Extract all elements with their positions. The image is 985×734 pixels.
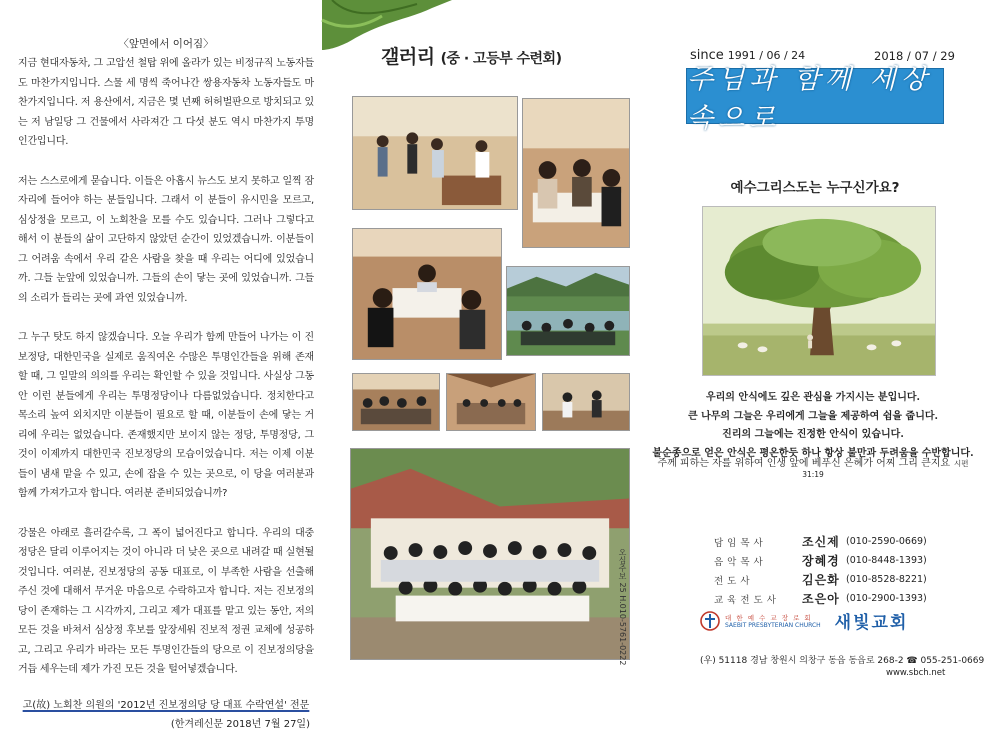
gallery-subtitle: (중 · 고등부 수련회) [440, 51, 562, 67]
gallery-photo-group-sitting [352, 373, 440, 431]
staff-row [714, 551, 927, 570]
church-denomination [725, 613, 821, 629]
issue-date: 2018 / 07 / 29 [874, 49, 955, 63]
gallery-photo-group-outdoor [350, 448, 630, 660]
since-value: 1991 / 06 / 24 [727, 49, 806, 62]
church-identity [700, 608, 908, 633]
gallery-photo-activity [542, 373, 630, 431]
staff-row [714, 570, 927, 589]
staff-phone: (010-2900-1393) [846, 593, 927, 604]
staff-phone: (010-2590-0669) [846, 536, 927, 547]
gallery-title-main: 갤러리 [381, 46, 435, 68]
staff-name: 조은아 [802, 592, 840, 606]
staff-role: 전도사 [714, 575, 754, 587]
article-paragraph-2: 저는 스스로에게 묻습니다. 이들은 아홉시 뉴스도 보지 못하고 일찍 잠자리에 들어야 하는 분들입니다. 그래서 이 분들이 유시민을 모르고, 심상정을 모르고, 이 노회찬을 모를 수도 있습니다. 그러나 그렇다고 해서 이 분들의 삶이 고단하지 않았던 순간이 있었겠습니까. 이분들이 그 어려움 속에서 우리 같은 사람을 찾을 때 우리는 어디에 있었습니까. 그들 눈앞에 있었습니까. 그들의 손이 닿는 곳에 있었습니까. 그들의 소리가 들리는 곳에 과연 있었습니까. [18, 175, 314, 304]
staff-list [714, 532, 927, 608]
tree-illustration [702, 206, 936, 376]
gallery-photo-board-game [352, 228, 502, 360]
article-paragraph-3: 그 누구 탓도 하지 않겠습니다. 오늘 우리가 함께 만들어 나가는 이 진보정당, 대한민국을 실제로 움직여온 수많은 투명인간들을 위해 존재할 때, 그 일말의 의의를 우리는 확인할 수 있을 것입니다. 사실상 그동안 이런 분들에게 우리는 투명정당이나 다름없었습니다. 정치한다고 목소리 높여 외치지만 이분들이 필요로 할 때, 이분들이 손에 닿는 거리에 우리는 없었습니다. 존재했지만 보이지 않는 정당, 투명정당, 그것이 이제까지 대한민국 진보정당의 모습이었습니다. 저는 이제 이분들이 냄새 맡을 수 있고, 손에 잡을 수 있는 곳으로, 이 당을 여러분과 함께 가져가고자 합니다. 여러분 준비되었습니까? [18, 332, 314, 499]
banner-text: 주님과 함께 세상 속으로 [687, 64, 932, 134]
message-line-1: 우리의 안식에도 깊은 관심을 가지시는 분입니다. [705, 392, 921, 403]
staff-row [714, 532, 927, 551]
church-denomination-ko: 대 한 예 수 교 장 로 회 [725, 613, 813, 622]
article-newspaper: (한겨레신문 2018년 7월 27일) [170, 718, 310, 730]
staff-name: 김은화 [802, 573, 840, 587]
article-paragraph-4: 강물은 아래로 흘러갈수록, 그 폭이 넓어진다고 합니다. 우리의 대중 정당은 달리 이루어지는 것이 아니라 더 낮은 곳으로 내려갈 때 실현될 것입니다. 여러분, 진보정당의 공동 대표로, 이 부족한 사람을 선출해주신 것에 대해서 무거운 마음으로 수락하고자 합니다. 저는 진보정의당이 존재하는 그 시각까지, 그리고 제가 대표를 맡고 있는 동안, 저의 모든 것을 바쳐서 심상정 후보를 앞장세워 진보적 정권 교체에 성공하고, 그리고 우리가 바라는 모든 투명인간들의 당으로 이 진보정의당을 거듭 세우는데 제가 가진 모든 것을 털어넣겠습니다. [18, 527, 314, 675]
side-vertical-note: 오심주보 25 H.010-5761-0222 [618, 548, 627, 666]
gallery-photo-hall-game [352, 96, 518, 210]
gallery-photo-table-snacks [522, 98, 630, 248]
church-logo-icon [700, 611, 720, 631]
church-address: (우) 51118 경남 창원시 의창구 동읍 동읍로 268-2 ☎ 055-251-0669 [700, 656, 985, 666]
staff-row [714, 589, 927, 608]
title-banner [686, 64, 944, 134]
church-website[interactable]: www.sbch.net [886, 668, 946, 678]
staff-phone: (010-8528-8221) [846, 574, 927, 585]
article-source: 고(故) 노회찬 의원의 '2012년 진보정의당 당 대표 수락연설' 전문 [22, 699, 310, 711]
staff-role: 음악목사 [714, 556, 767, 568]
bible-verse [648, 454, 978, 480]
verse-reference: 시편 31:19 [802, 459, 969, 479]
gallery-photo-river [506, 266, 630, 356]
article-paragraph-1: 지금 현대자동차, 그 고압선 철탑 위에 올라가 있는 비정규직 노동자들도 마찬가지입니다. 스물 세 명씩 죽어나간 쌍용자동차 노동자들도 마찬가지입니다. 저 용산에서, 지금은 몇 년째 허허벌판으로 방치되고 있는 저 남일당 그 건물에서 사라져간 그 다섯 분도 역시 마찬가지 투명인간입니다. [18, 58, 314, 147]
staff-name: 조신제 [802, 535, 840, 549]
staff-phone: (010-8448-1393) [846, 555, 927, 566]
staff-role: 교육전도사 [714, 594, 780, 606]
continued-note: 〈앞면에서 이어짐〉 [118, 38, 214, 50]
staff-role: 담임목사 [714, 537, 767, 549]
meditation-question: 예수그리스도는 누구신가요? [730, 180, 900, 196]
meditation-message [648, 389, 978, 463]
gallery-photo-chapel [446, 373, 536, 431]
message-line-3: 진리의 그늘에는 진정한 안식이 있습니다. [722, 429, 904, 440]
since-label: since [690, 48, 724, 63]
church-name: 새빛교회 [834, 613, 909, 633]
church-name-en: SAEBIT PRESBYTERIAN CHURCH [725, 621, 821, 629]
message-line-4: 불순종으로 얻은 안식은 평온한듯 하나 항상 불만과 두려움을 수반합니다. [652, 447, 974, 459]
gallery-title [381, 42, 561, 69]
message-line-2: 큰 나무의 그늘은 우리에게 그늘을 제공하여 쉼을 줍니다. [687, 410, 939, 422]
verse-text: 주께 피하는 자를 위하여 인생 앞에 베푸신 은혜가 어찌 그리 큰지요 [657, 458, 951, 469]
article-column [18, 36, 314, 730]
staff-name: 장혜경 [802, 554, 840, 568]
